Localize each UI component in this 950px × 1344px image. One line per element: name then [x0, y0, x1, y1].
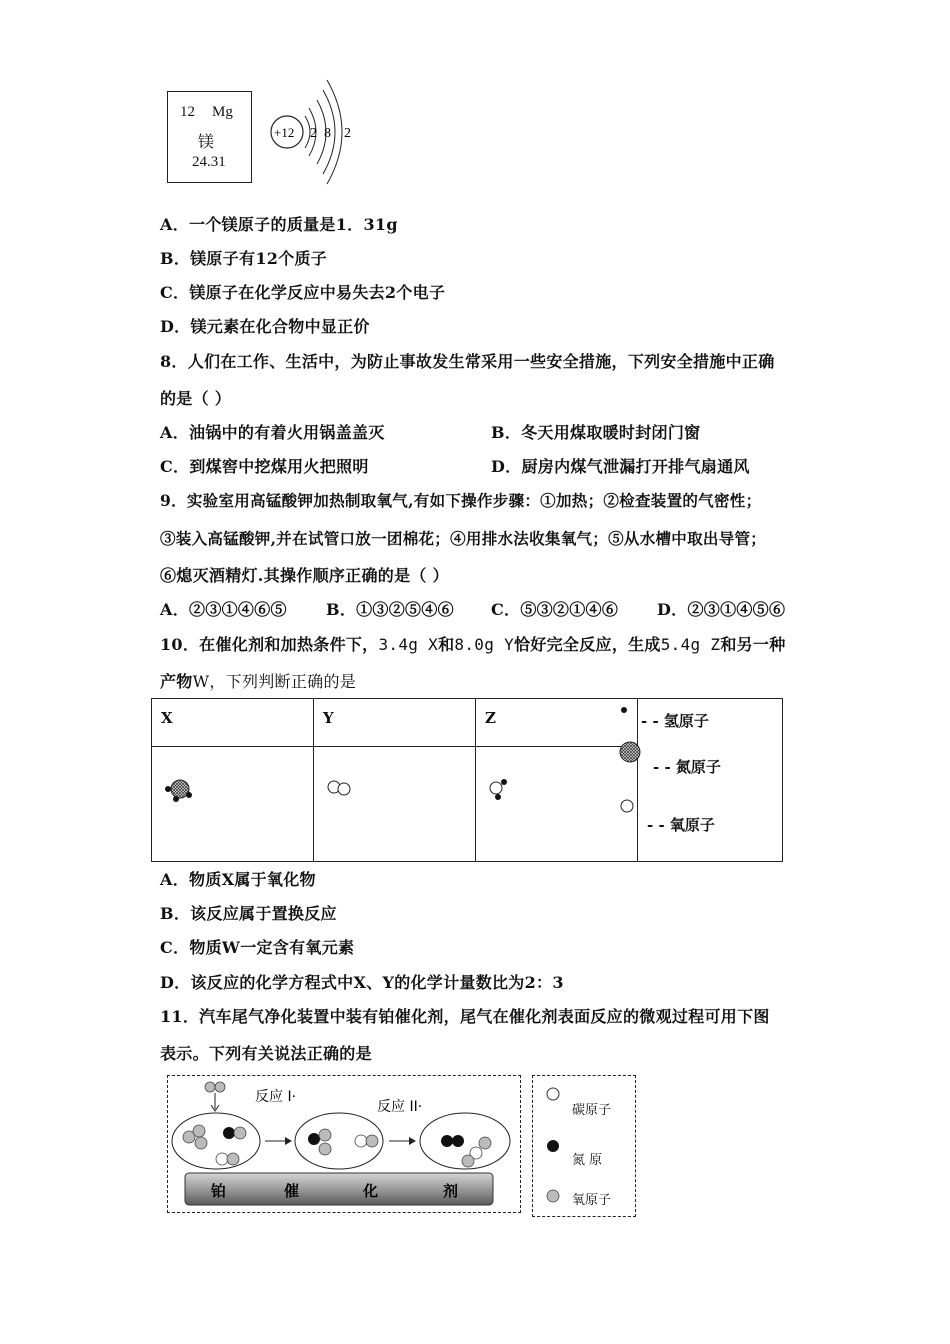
- catalyst-char-1: 铂: [211, 1182, 227, 1200]
- nitrogen-atom-icon: [620, 742, 640, 762]
- oxygen-atom-icon: [621, 800, 633, 812]
- q10-stem-part: 5.4g Z: [660, 635, 721, 654]
- nitrogen-atom-black-icon: [547, 1140, 559, 1152]
- q7-option-d: D．镁元素在化合物中显正价: [160, 317, 370, 336]
- legend-carbon: 碳原子: [572, 1103, 612, 1118]
- reaction-diagram: [167, 1075, 521, 1213]
- q10-option-d: D．该反应的化学方程式中X、Y的化学计量数比为2：3: [160, 973, 564, 992]
- molecule-x-icon: [162, 775, 202, 809]
- atom-structure-diagram: [265, 78, 365, 188]
- shell-count-1: 2: [310, 126, 317, 141]
- oxygen-atom-gray-icon: [547, 1190, 559, 1202]
- q11-stem-line2: 表示。下列有关说法正确的是: [160, 1044, 372, 1063]
- q10-stem-part: 恰好完全反应，生成: [514, 635, 661, 654]
- legend-nitrogen-atom: 氮 原: [572, 1153, 603, 1168]
- q11-stem-line1: 11．汽车尾气净化装置中装有铂催化剂，尾气在催化剂表面反应的微观过程可用下图: [160, 1007, 770, 1026]
- q7-option-b: B．镁原子有12个质子: [160, 249, 328, 268]
- carbon-atom-icon: [547, 1088, 559, 1100]
- catalyst-char-4: 剂: [443, 1182, 459, 1200]
- legend-hydrogen: - - 氢原子: [641, 712, 709, 730]
- q8-stem-line1: 8．人们在工作、生活中，为防止事故发生常采用一些安全措施，下列安全措施中正确: [160, 352, 775, 371]
- header-y: Y: [314, 699, 476, 747]
- atomic-number: 12: [180, 104, 195, 120]
- nucleus-charge: +12: [274, 125, 295, 140]
- q10-option-a: A．物质X属于氧化物: [160, 870, 316, 889]
- q10-stem-part: 在催化剂和加热条件下，: [199, 635, 379, 654]
- cell-z-molecule: [476, 747, 638, 862]
- cell-y-molecule: [314, 747, 476, 862]
- reaction-2-label: 反应 II·: [377, 1099, 423, 1115]
- cell-x-molecule: [152, 747, 314, 862]
- header-x: X: [152, 699, 314, 747]
- hydrogen-atom-icon: [621, 707, 627, 713]
- legend-nitrogen: - - 氮原子: [653, 758, 721, 776]
- q9-option-a: A．②③①④⑥⑤: [160, 600, 287, 619]
- q9-option-c: C．⑤③②①④⑥: [491, 600, 619, 619]
- molecule-y-icon: [324, 777, 364, 801]
- q10-stem-part: 和另一种: [720, 635, 786, 654]
- q9-stem-line1: 9．实验室用高锰酸钾加热制取氧气,有如下操作步骤：①加热；②检查装置的气密性；: [160, 491, 762, 510]
- q8-option-b: B．冬天用煤取暖时封闭门窗: [491, 423, 701, 442]
- q10-stem-part: W，下列判断正确的是: [192, 672, 357, 691]
- shell-count-2: 8: [324, 126, 331, 141]
- q7-option-c: C．镁原子在化学反应中易失去2个电子: [160, 283, 446, 302]
- shell-count-3: 2: [344, 126, 351, 141]
- q8-option-d: D．厨房内煤气泄漏打开排气扇通风: [491, 457, 750, 476]
- q7-option-a: A．一个镁原子的质量是1．31g: [160, 215, 398, 234]
- element-name: 镁: [198, 134, 215, 151]
- q9-stem-line3: ⑥熄灭酒精灯.其操作顺序正确的是（ ）: [160, 566, 449, 585]
- q8-option-a: A．油锅中的有着火用锅盖盖灭: [160, 423, 385, 442]
- legend-oxygen-atom: 氧原子: [572, 1193, 612, 1208]
- q8-stem-line2: 的是（ ）: [160, 389, 232, 408]
- q10-stem-part: 8.0g Y: [454, 635, 515, 654]
- q10-option-c: C．物质W一定含有氧元素: [160, 938, 355, 957]
- reaction-1-label: 反应 I·: [255, 1089, 297, 1105]
- q9-option-d: D．②③①④⑤⑥: [657, 600, 786, 619]
- molecule-z-icon: [486, 775, 526, 805]
- reaction-legend-icons: [540, 1080, 570, 1210]
- catalyst-char-3: 化: [363, 1182, 379, 1200]
- header-z: Z: [476, 699, 638, 747]
- q10-stem-line2: [160, 669, 356, 692]
- q9-option-b: B．①③②⑤④⑥: [326, 600, 454, 619]
- legend-oxygen: - - 氧原子: [647, 816, 715, 834]
- atomic-mass: 24.31: [192, 154, 226, 170]
- q10-stem-part: 3.4g X: [378, 635, 439, 654]
- q10-stem-part: 和: [438, 635, 455, 654]
- q10-option-b: B．该反应属于置换反应: [160, 904, 337, 923]
- element-symbol: Mg: [212, 104, 233, 120]
- q10-stem-part: 产物: [160, 672, 193, 691]
- catalyst-char-2: 催: [284, 1182, 300, 1200]
- q8-option-c: C．到煤窖中挖煤用火把照明: [160, 457, 369, 476]
- q10-stem-line1: [160, 632, 786, 655]
- q9-stem-line2: ③装入高锰酸钾,并在试管口放一团棉花；④用排水法收集氧气；⑤从水槽中取出导管；: [160, 529, 767, 548]
- q10-number: 10．: [160, 635, 200, 654]
- element-card: [167, 91, 252, 183]
